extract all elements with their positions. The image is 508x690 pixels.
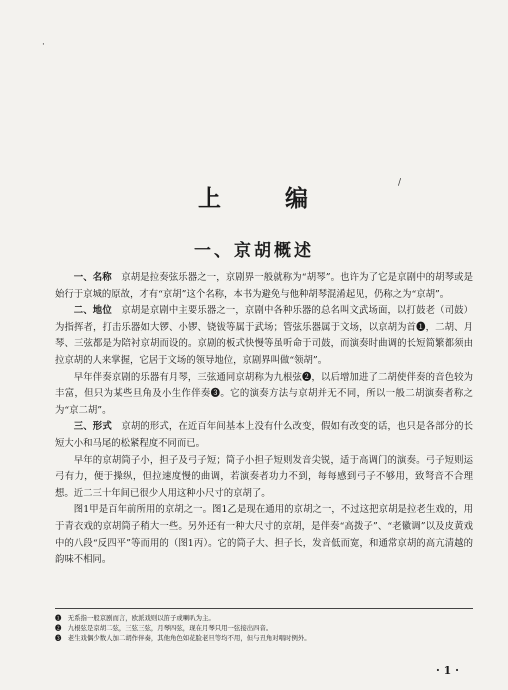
paragraph (55, 502, 473, 568)
footnote: ❶ 无系指一般京剧而言，欧派戏则以笛子或喇叭为主。 (55, 614, 215, 622)
paragraph (55, 303, 473, 369)
paragraph-text: 早年的京胡筒子小，担子及弓子短；筒子小担子短则发音尖锐，适于高调门的演奏。弓子短则运弓有力，便于操纵，但拉速度慢的曲调，若演奏者功力不到，每每感到弓子不够用，致弩音不合理想。近二三十年间已很少人用这种小尺寸的京胡了。 (55, 454, 473, 499)
scan-mark: · (42, 40, 45, 50)
part-title (0, 180, 508, 213)
scan-mark: / (398, 178, 402, 188)
paragraph-heading: 三、形式 (73, 421, 112, 433)
paragraph-heading: 二、地位 (73, 305, 112, 317)
page-number: · 1 · (436, 664, 459, 677)
paragraph-text: 早年伴奏京剧的乐器有月琴，三弦通同京胡称为九根弦❷，以后增加进了二胡使伴奏的音色较为丰富，但只为某些旦角及小生作伴奏❸。它的演奏方法与京胡并无不同，所以一般二胡演奏者称之为“京二胡”。 (55, 371, 473, 416)
footnote: ❷ 九根弦是京胡二弦，三弦三弦，月琴四弦，现在月琴只用一弦接出四音。 (55, 624, 273, 632)
footnote: ❸ 老生戏偶少数人加二胡作伴奏，其他角色如花脸老旦等均不用，但与丑角对唱时例外。 (55, 634, 311, 642)
paragraph (55, 270, 473, 303)
part-title-left: 上 (198, 185, 223, 212)
part-title-right: 编 (285, 185, 310, 212)
paragraph-text: 京胡的形式，在近百年间基本上没有什么改变，假如有改变的话，也只是各部分的长短大小和马尾的松紧程度不同而已。 (55, 421, 473, 449)
paragraph (55, 419, 473, 452)
paragraph (55, 453, 473, 503)
section-title: 一、京胡概述 (194, 241, 314, 261)
paragraph-text: 图1甲是百年前所用的京胡之一。图1乙是现在通用的京胡之一，不过这把京胡是拉老生戏的，用于青衣戏的京胡筒子稍大一些。另外还有一种大尺寸的京胡，是伴奏“高拨子”、“老徽调”以及皮黄戏中的八段“反四平”等而用的（图1丙）。它的筒子大、担子长，发音低而宽，和通常京胡的高亢清越的韵味不相同。 (55, 504, 473, 566)
paragraph-heading: 一、名称 (73, 272, 112, 283)
paragraph-text: 京胡是京剧中主要乐器之一，京剧中各种乐器的总名叫文武场面，以打鼓老（司鼓）为指挥者，打击乐器如大锣、小锣、铙钹等属于武场；管弦乐器属于文场，以京胡为首❶，二胡、月琴、三弦都是为陪衬京胡而设的。京剧的板式快慢等虽听命于司鼓，而演奏时曲调的长短简繁都须由拉京胡的人来掌握，它居于文场的领导地位，京剧界叫做“领胡”。 (55, 305, 473, 366)
paragraph (55, 370, 473, 420)
paragraph-text: 京胡是拉奏弦乐器之一，京剧界一般就称为“胡琴”。也许为了它是京剧中的胡琴或是始行于京城的原故，才有“京胡”这个名称，本书为避免与他种胡琴混淆起见，仍称之为“京胡”。 (55, 272, 473, 300)
body-text (55, 270, 473, 569)
footnotes (55, 608, 473, 643)
